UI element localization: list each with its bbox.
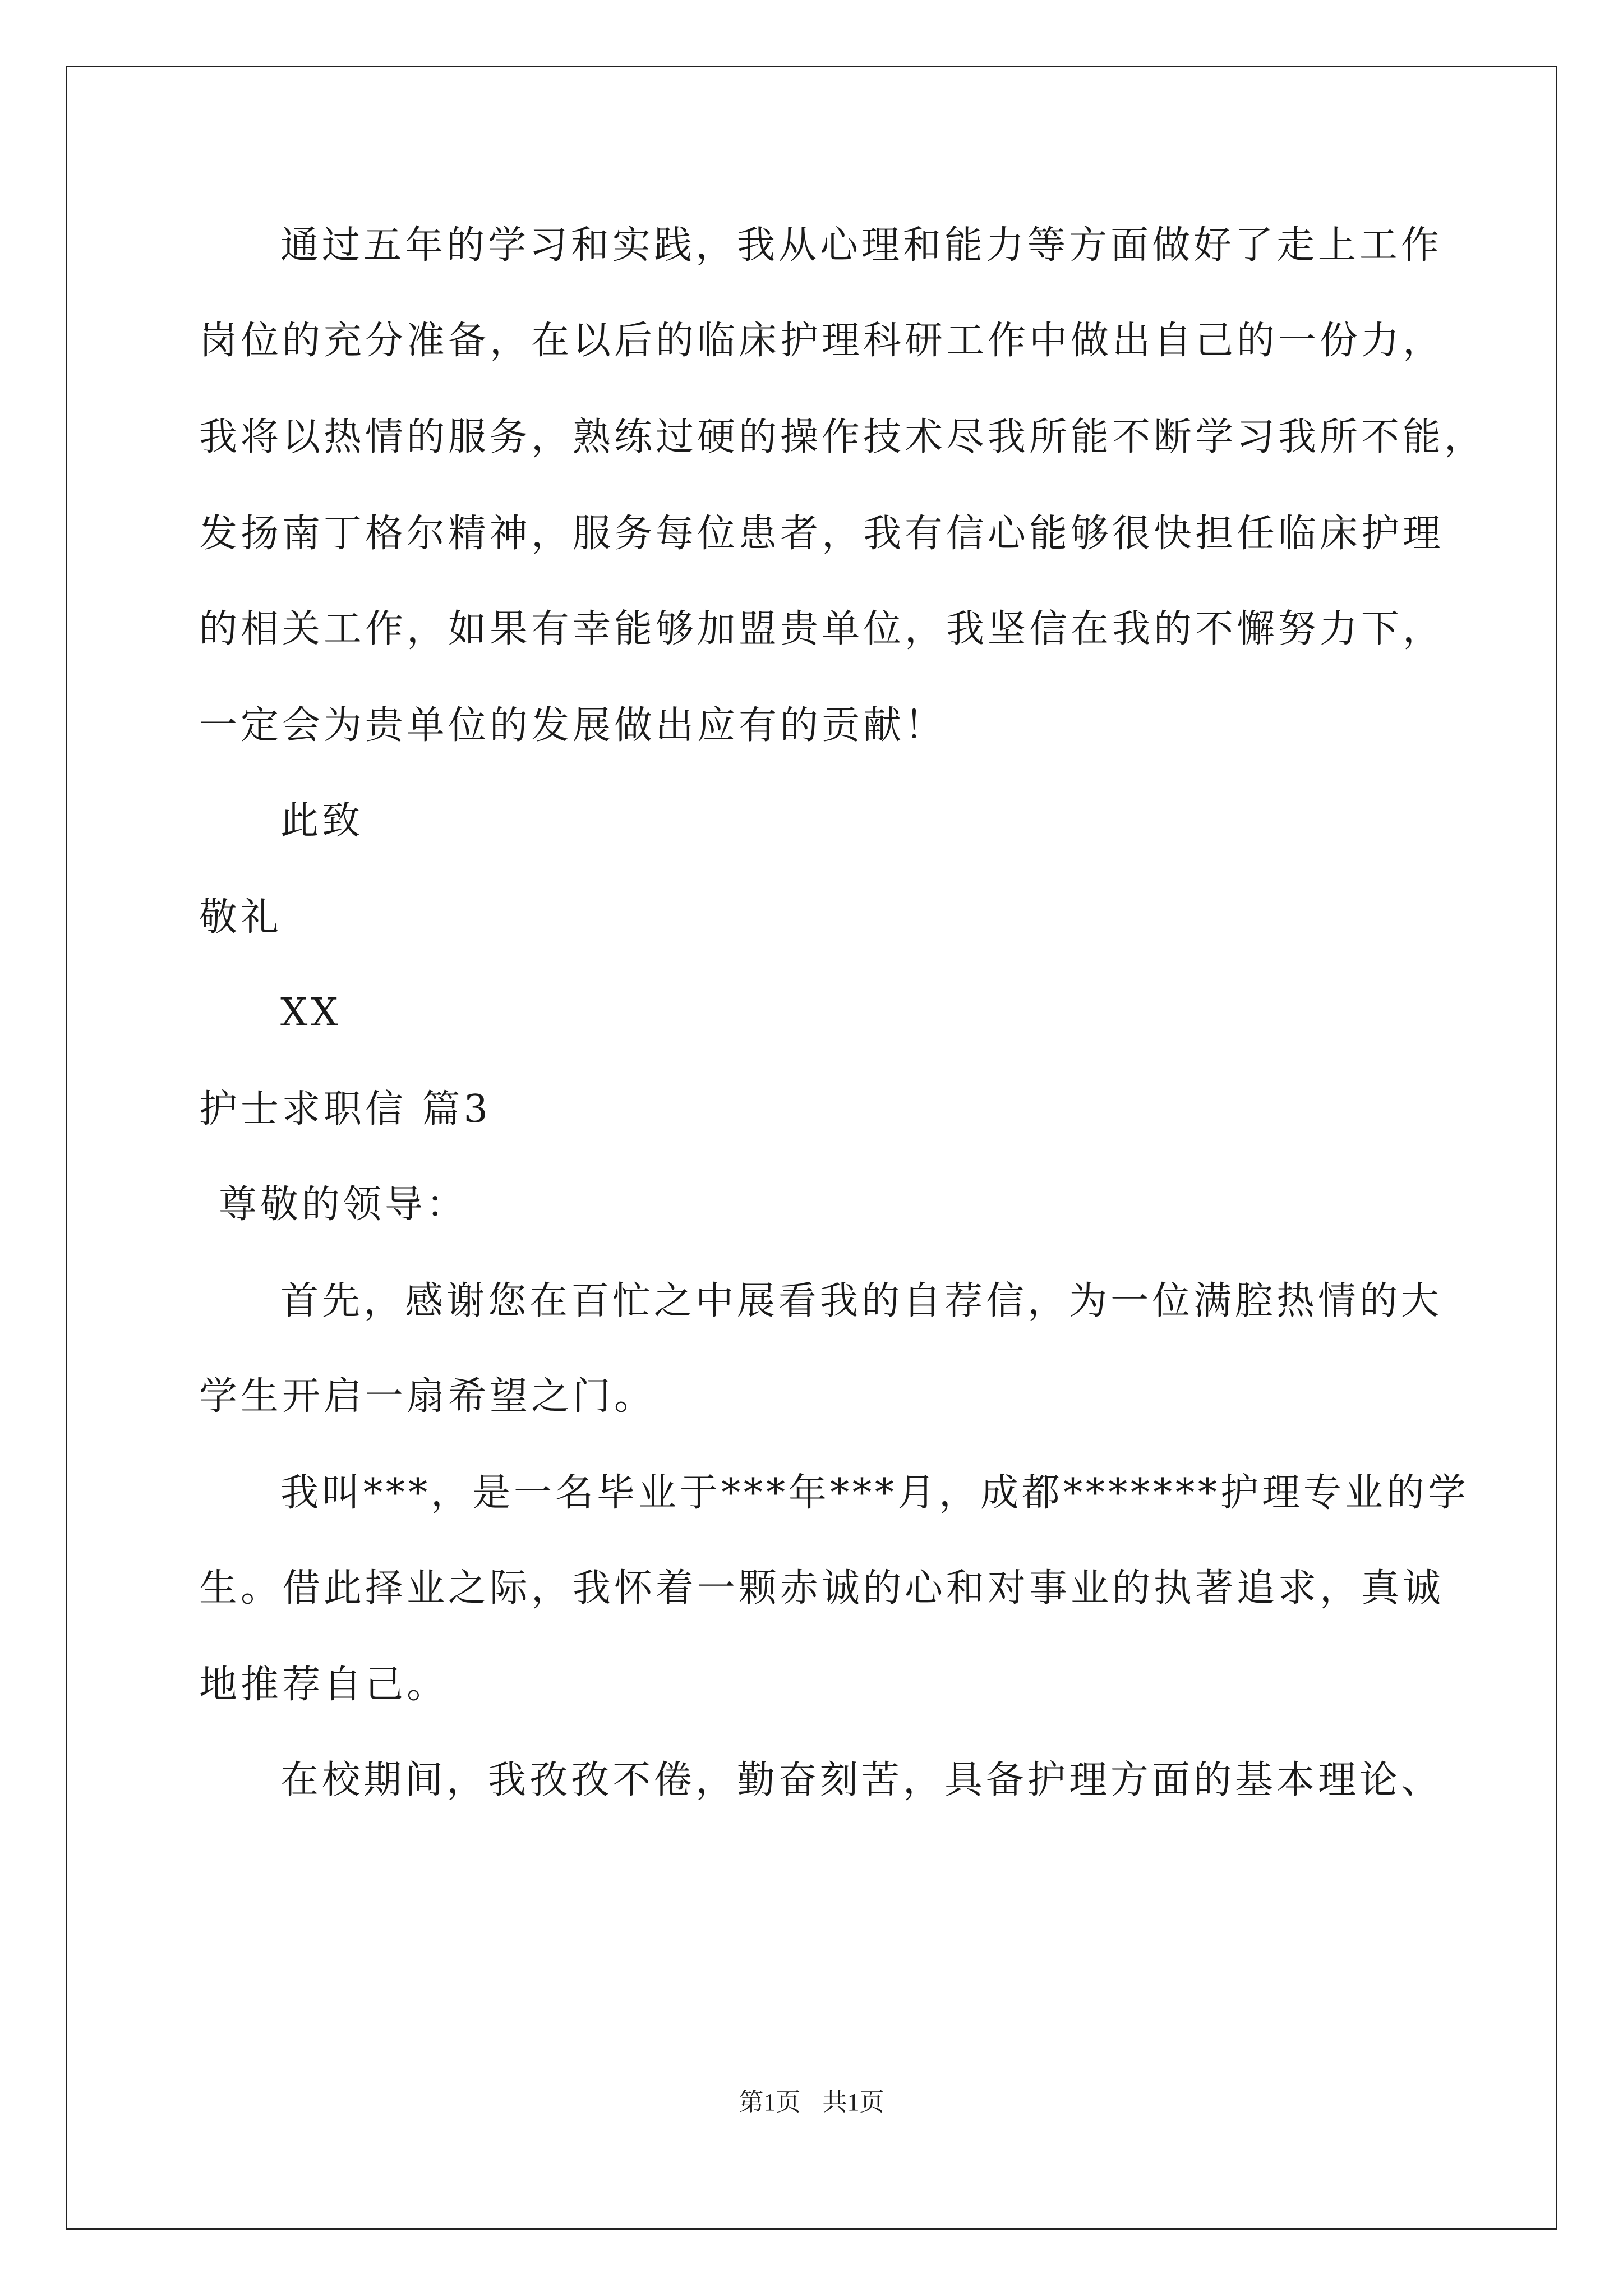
paragraph-line: 我叫***，是一名毕业于***年***月，成都*******护理专业的学 <box>280 1471 1470 1515</box>
paragraph-line: 地推荐自己。 <box>199 1663 449 1707</box>
page-number: 第1页 <box>739 2088 801 2116</box>
paragraph-line: 通过五年的学习和实践，我从心理和能力等方面做好了走上工作 <box>280 223 1443 268</box>
signature-name: XX <box>280 991 342 1035</box>
paragraph-line: 发扬南丁格尔精神，服务每位患者，我有信心能够很快担任临床护理 <box>199 512 1445 556</box>
closing-regards: 敬礼 <box>199 895 283 940</box>
paragraph-line: 一定会为贵单位的发展做出应有的贡献！ <box>199 703 947 748</box>
paragraph-line: 首先，感谢您在百忙之中展看我的自荐信，为一位满腔热情的大 <box>280 1279 1443 1323</box>
page-footer <box>0 2087 1623 2118</box>
paragraph-line: 的相关工作，如果有幸能够加盟贵单位，我坚信在我的不懈努力下， <box>199 607 1445 651</box>
paragraph-line: 学生开启一扇希望之门。 <box>199 1374 656 1419</box>
page-total: 共1页 <box>822 2088 884 2116</box>
paragraph-line: 生。借此择业之际，我怀着一颗赤诚的心和对事业的执著追求，真诚 <box>199 1566 1445 1611</box>
greeting: 尊敬的领导： <box>219 1182 468 1227</box>
page-frame <box>66 66 1557 2230</box>
closing-salutation: 此致 <box>280 799 364 843</box>
section-heading: 护士求职信 篇3 <box>199 1087 491 1131</box>
paragraph-line: 在校期间，我孜孜不倦，勤奋刻苦，具备护理方面的基本理论、 <box>280 1758 1443 1802</box>
paragraph-line: 我将以热情的服务，熟练过硬的操作技术尽我所能不断学习我所不能， <box>199 415 1486 459</box>
paragraph-line: 岗位的充分准备，在以后的临床护理科研工作中做出自己的一份力， <box>199 319 1445 363</box>
